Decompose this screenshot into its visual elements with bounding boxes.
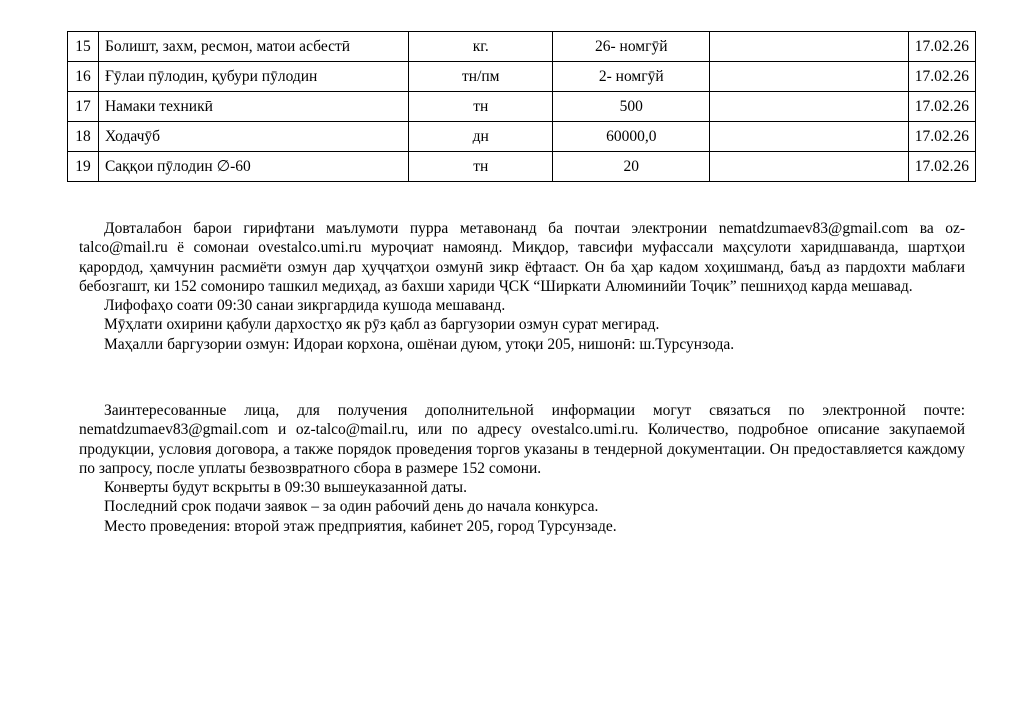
russian-paragraph-contacts: Заинтересованные лица, для получения дополнительной информации могут связаться по электронной почте: nematdzumaev83@gmail.com и oz-talco@mail.ru, или по адресу ovestalco.umi.ru. Количество, подробное описание закупаемой продукции, условия договора, а также порядок проведения торгов указаны в тендерной документации. Он предоставляется каждому по запросу, после уплаты безвозвратного сбора в размере 152 сомони.: [79, 402, 965, 477]
table-row: [68, 32, 976, 62]
tajik-announcement: [79, 219, 965, 354]
item-unit: тн/пм: [409, 62, 553, 92]
item-unit: тн: [409, 92, 553, 122]
item-name: Саққои пӯлодин ∅-60: [98, 152, 408, 182]
russian-announcement: [79, 401, 965, 536]
item-quantity: 26- номгӯй: [553, 32, 710, 62]
row-number: 17: [68, 92, 99, 122]
item-name: Ходачӯб: [98, 122, 408, 152]
tajik-paragraph-opening: Лифофаҳо соати 09:30 санаи зикргардида кушода мешаванд.: [104, 297, 506, 315]
item-unit: тн: [409, 152, 553, 182]
item-date: 17.02.26: [908, 152, 975, 182]
row-number: 18: [68, 122, 99, 152]
item-quantity: 2- номгӯй: [553, 62, 710, 92]
item-empty-cell: [710, 92, 909, 122]
item-empty-cell: [710, 152, 909, 182]
item-name: Ғӯлаи пӯлодин, қубури пӯлодин: [98, 62, 408, 92]
item-unit: кг.: [409, 32, 553, 62]
item-empty-cell: [710, 62, 909, 92]
item-date: 17.02.26: [908, 62, 975, 92]
row-number: 19: [68, 152, 99, 182]
items-table: [67, 31, 976, 182]
item-date: 17.02.26: [908, 122, 975, 152]
item-quantity: 500: [553, 92, 710, 122]
item-quantity: 20: [553, 152, 710, 182]
tajik-paragraph-contacts: Довталабон барои гирифтани маълумоти пурра метавонанд ба почтаи электронии nematdzumaev83@gmail.com ва oz-talco@mail.ru ё сомонаи ovestalco.umi.ru муроҷиат намоянд. Миқдор, тавсифи муфассали маҳсулоти харидшаванда, шартҳои қарордод, ҳамчунин расмиёти озмун дар ҳуҷҷатҳои озмунӣ зикр ёфтааст. Он ба ҳар кадом хоҳишманд, баъд аз пардохти маблағи бебозгашт, ки 152 сомониро ташкил медиҳад, аз бахши хариди ҶСК “Ширкати Алюминийи Тоҷик” пешниҳод карда мешавад.: [79, 220, 965, 295]
russian-paragraph-location: Место проведения: второй этаж предприятия, кабинет 205, город Турсунзаде.: [104, 517, 617, 535]
russian-paragraph-deadline: Последний срок подачи заявок – за один рабочий день до начала конкурса.: [104, 498, 599, 516]
table-row: [68, 122, 976, 152]
item-empty-cell: [710, 32, 909, 62]
item-date: 17.02.26: [908, 32, 975, 62]
item-quantity: 60000,0: [553, 122, 710, 152]
item-date: 17.02.26: [908, 92, 975, 122]
item-unit: дн: [409, 122, 553, 152]
table-row: [68, 92, 976, 122]
tajik-paragraph-location: Маҳалли баргузории озмун: Идораи корхона, ошёнаи дуюм, утоқи 205, нишонӣ: ш.Турсунзода.: [104, 335, 735, 353]
tajik-paragraph-deadline: Мӯҳлати охирини қабули дархостҳо як рӯз қабл аз баргузории озмун сурат мегирад.: [104, 316, 660, 334]
item-empty-cell: [710, 122, 909, 152]
table-row: [68, 62, 976, 92]
row-number: 15: [68, 32, 99, 62]
row-number: 16: [68, 62, 99, 92]
item-name: Болишт, захм, ресмон, матои асбестӣ: [98, 32, 408, 62]
table-row: [68, 152, 976, 182]
russian-paragraph-opening: Конверты будут вскрыты в 09:30 вышеуказанной даты.: [104, 479, 467, 497]
item-name: Намаки техникӣ: [98, 92, 408, 122]
